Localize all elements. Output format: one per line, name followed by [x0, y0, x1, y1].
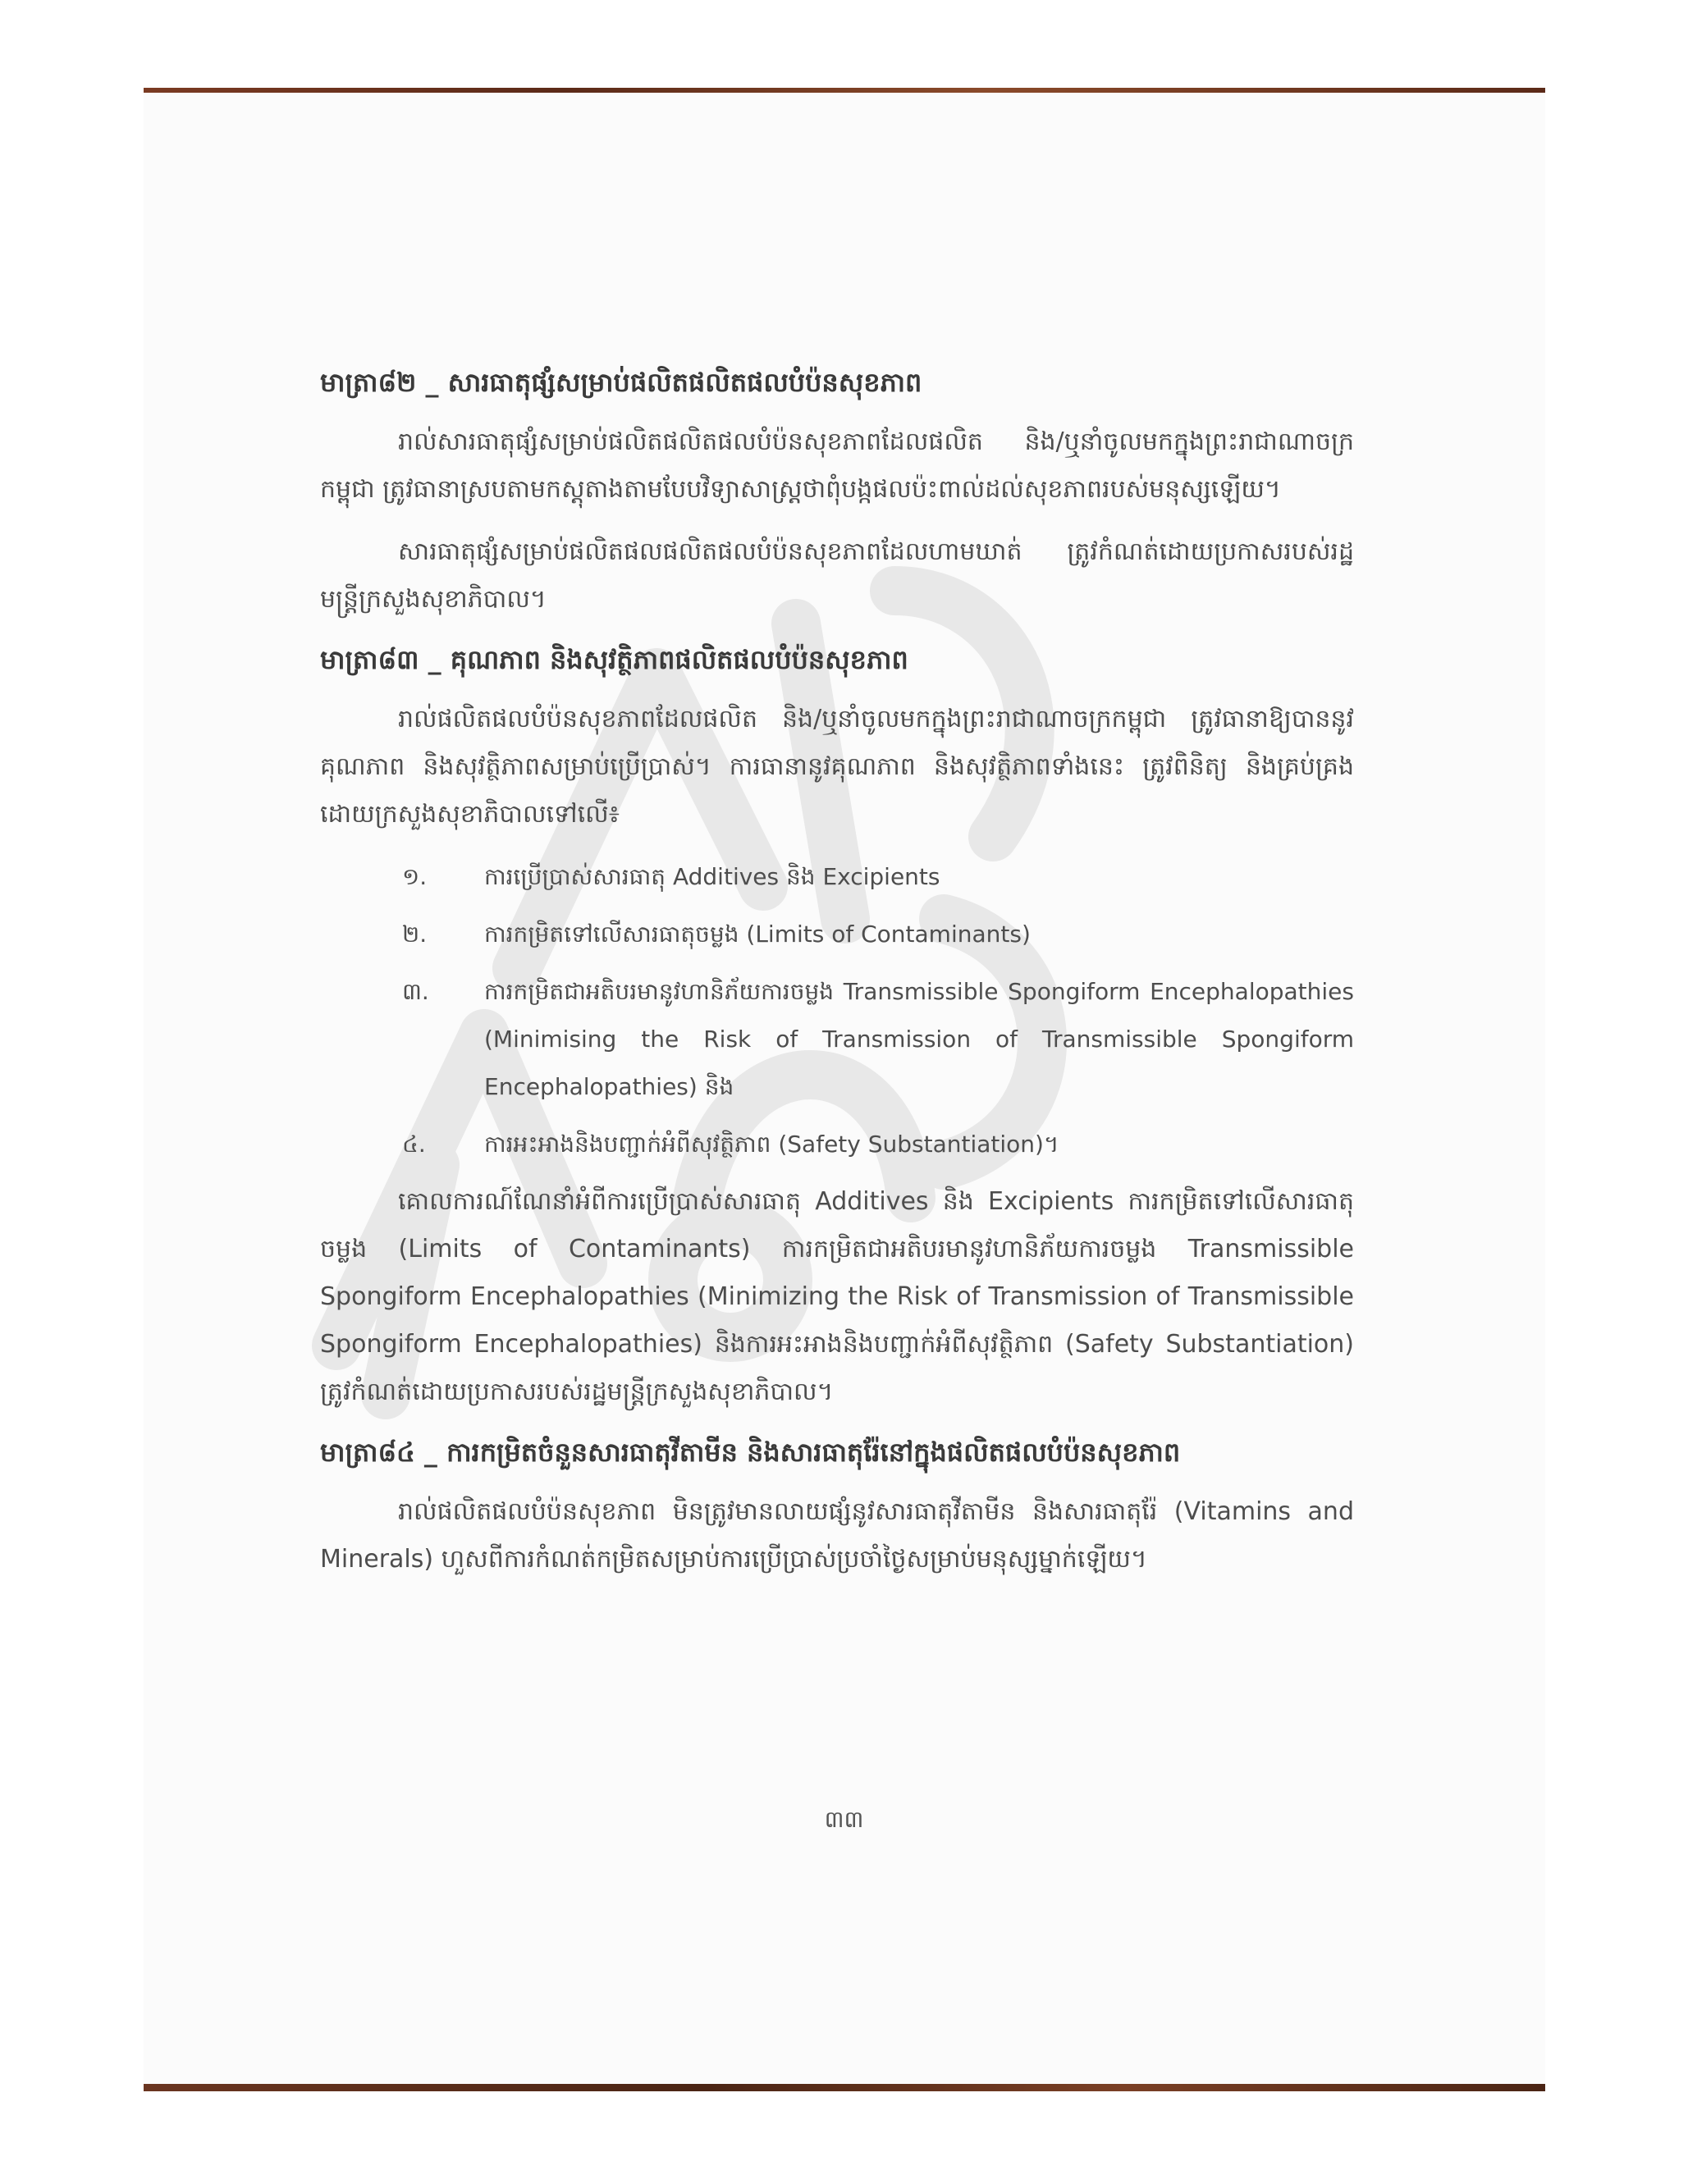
article-83-heading: មាត្រា៨៣ ​_ គុណភាព និងសុវត្ថិភាពផលិតផលបំប៉នសុខភាព [320, 644, 908, 675]
article-82-heading: មាត្រា៨២ ​_ សារធាតុផ្សំសម្រាប់ផលិតផលិតផលបំប៉នសុខភាព [320, 367, 922, 398]
article-82-paragraph-1: រាល់សារធាតុផ្សំសម្រាប់ផលិតផលិតផលបំប៉នសុខភាពដែលផលិត និង/ឬនាំចូលមកក្នុងព្រះរាជាណាចក្រកម្ពុជា ត្រូវធានាស្របតាមកស្ដុតាងតាមបែបវិទ្យាសាស្ត្រថាពុំបង្កផលប៉ះពាល់ដល់សុខភាពរបស់មនុស្សឡើយ។ [320, 427, 1354, 504]
list-item [320, 853, 1354, 901]
list-item-number: ១. [402, 863, 428, 890]
scan-edge-bottom [144, 2084, 1545, 2091]
article-82-paragraph-2: សារធាតុផ្សំសម្រាប់ផលិតផលផលិតផលបំប៉នសុខភាពដែលហាមឃាត់ ត្រូវកំណត់ដោយប្រកាសរបស់រដ្ឋមន្ត្រីក្រសួងសុខាភិបាល។ [320, 537, 1354, 614]
list-item-text: ការកម្រិតទៅលើសារធាតុចម្លង (Limits of Contaminants) [484, 921, 1031, 948]
list-item [320, 968, 1354, 1111]
article-83-paragraph-2: គោលការណ៍ណែនាំអំពីការប្រើប្រាស់សារធាតុ Additives និង Excipients ការកម្រិតទៅលើសារធាតុចម្លង (Limits of Contaminants) ការកម្រិតជាអតិបរមានូវហានិភ័យការចម្លង Transmissible Spongiform Encephalopathies (Minimizing the Risk of Transmission of Transmissible Spongiform Encephalopathies) និងការអះអាងនិងបញ្ជាក់អំពីសុវត្ថិភាព (Safety Substantiation) ត្រូវកំណត់ដោយប្រកាសរបស់រដ្ឋមន្ត្រីក្រសួងសុខាភិបាល។ [320, 1187, 1354, 1406]
list-item-text: ការកម្រិតជាអតិបរមានូវហានិភ័យការចម្លង Transmissible Spongiform Encephalopathies (Minimising the Risk of Transmission of Transmissible Spongiform Encephalopathies) និង [484, 978, 1354, 1100]
list-item-number: ៣. [402, 978, 429, 1005]
article-83-paragraph-1: រាល់ផលិតផលបំប៉នសុខភាពដែលផលិត និង/ឬនាំចូលមកក្នុងព្រះរាជាណាចក្រកម្ពុជា ត្រូវធានាឱ្យបាននូវគុណភាព និងសុវត្ថិភាពសម្រាប់ប្រើប្រាស់។ ការធានានូវគុណភាព និងសុវត្ថិភាពទាំងនេះ ត្រូវពិនិត្យ និងគ្រប់គ្រងដោយក្រសួងសុខាភិបាលទៅលើ៖ [320, 705, 1354, 829]
list-item-number: ២. [402, 921, 428, 948]
list-item [320, 911, 1354, 958]
page-number: ៣៣ [824, 1806, 864, 1833]
article-84-paragraph-1: រាល់ផលិតផលបំប៉នសុខភាព មិនត្រូវមានលាយផ្សំនូវសារធាតុវីតាមីន និងសារធាតុរ៉ែ (Vitamins and Minerals) ហួសពីការកំណត់កម្រិតសម្រាប់ការប្រើប្រាស់ប្រចាំថ្ងៃសម្រាប់មនុស្សម្នាក់ឡើយ។ [320, 1497, 1354, 1574]
document-body [320, 361, 1354, 1598]
article-84-heading: មាត្រា៨៤ ​_ ការកម្រិតចំនួនសារធាតុវីតាមីន និងសារធាតុរ៉ែនៅក្នុងផលិតផលបំប៉នសុខភាព [320, 1437, 1181, 1468]
list-item-text: ការអះអាងនិងបញ្ជាក់អំពីសុវត្ថិភាព (Safety Substantiation)។ [484, 1131, 1059, 1158]
list-item-number: ៤. [402, 1131, 426, 1158]
list-item [320, 1121, 1354, 1168]
list-item-text: ការប្រើប្រាស់សារធាតុ Additives និង Excipients [484, 863, 940, 890]
article-83-list [320, 853, 1354, 1168]
